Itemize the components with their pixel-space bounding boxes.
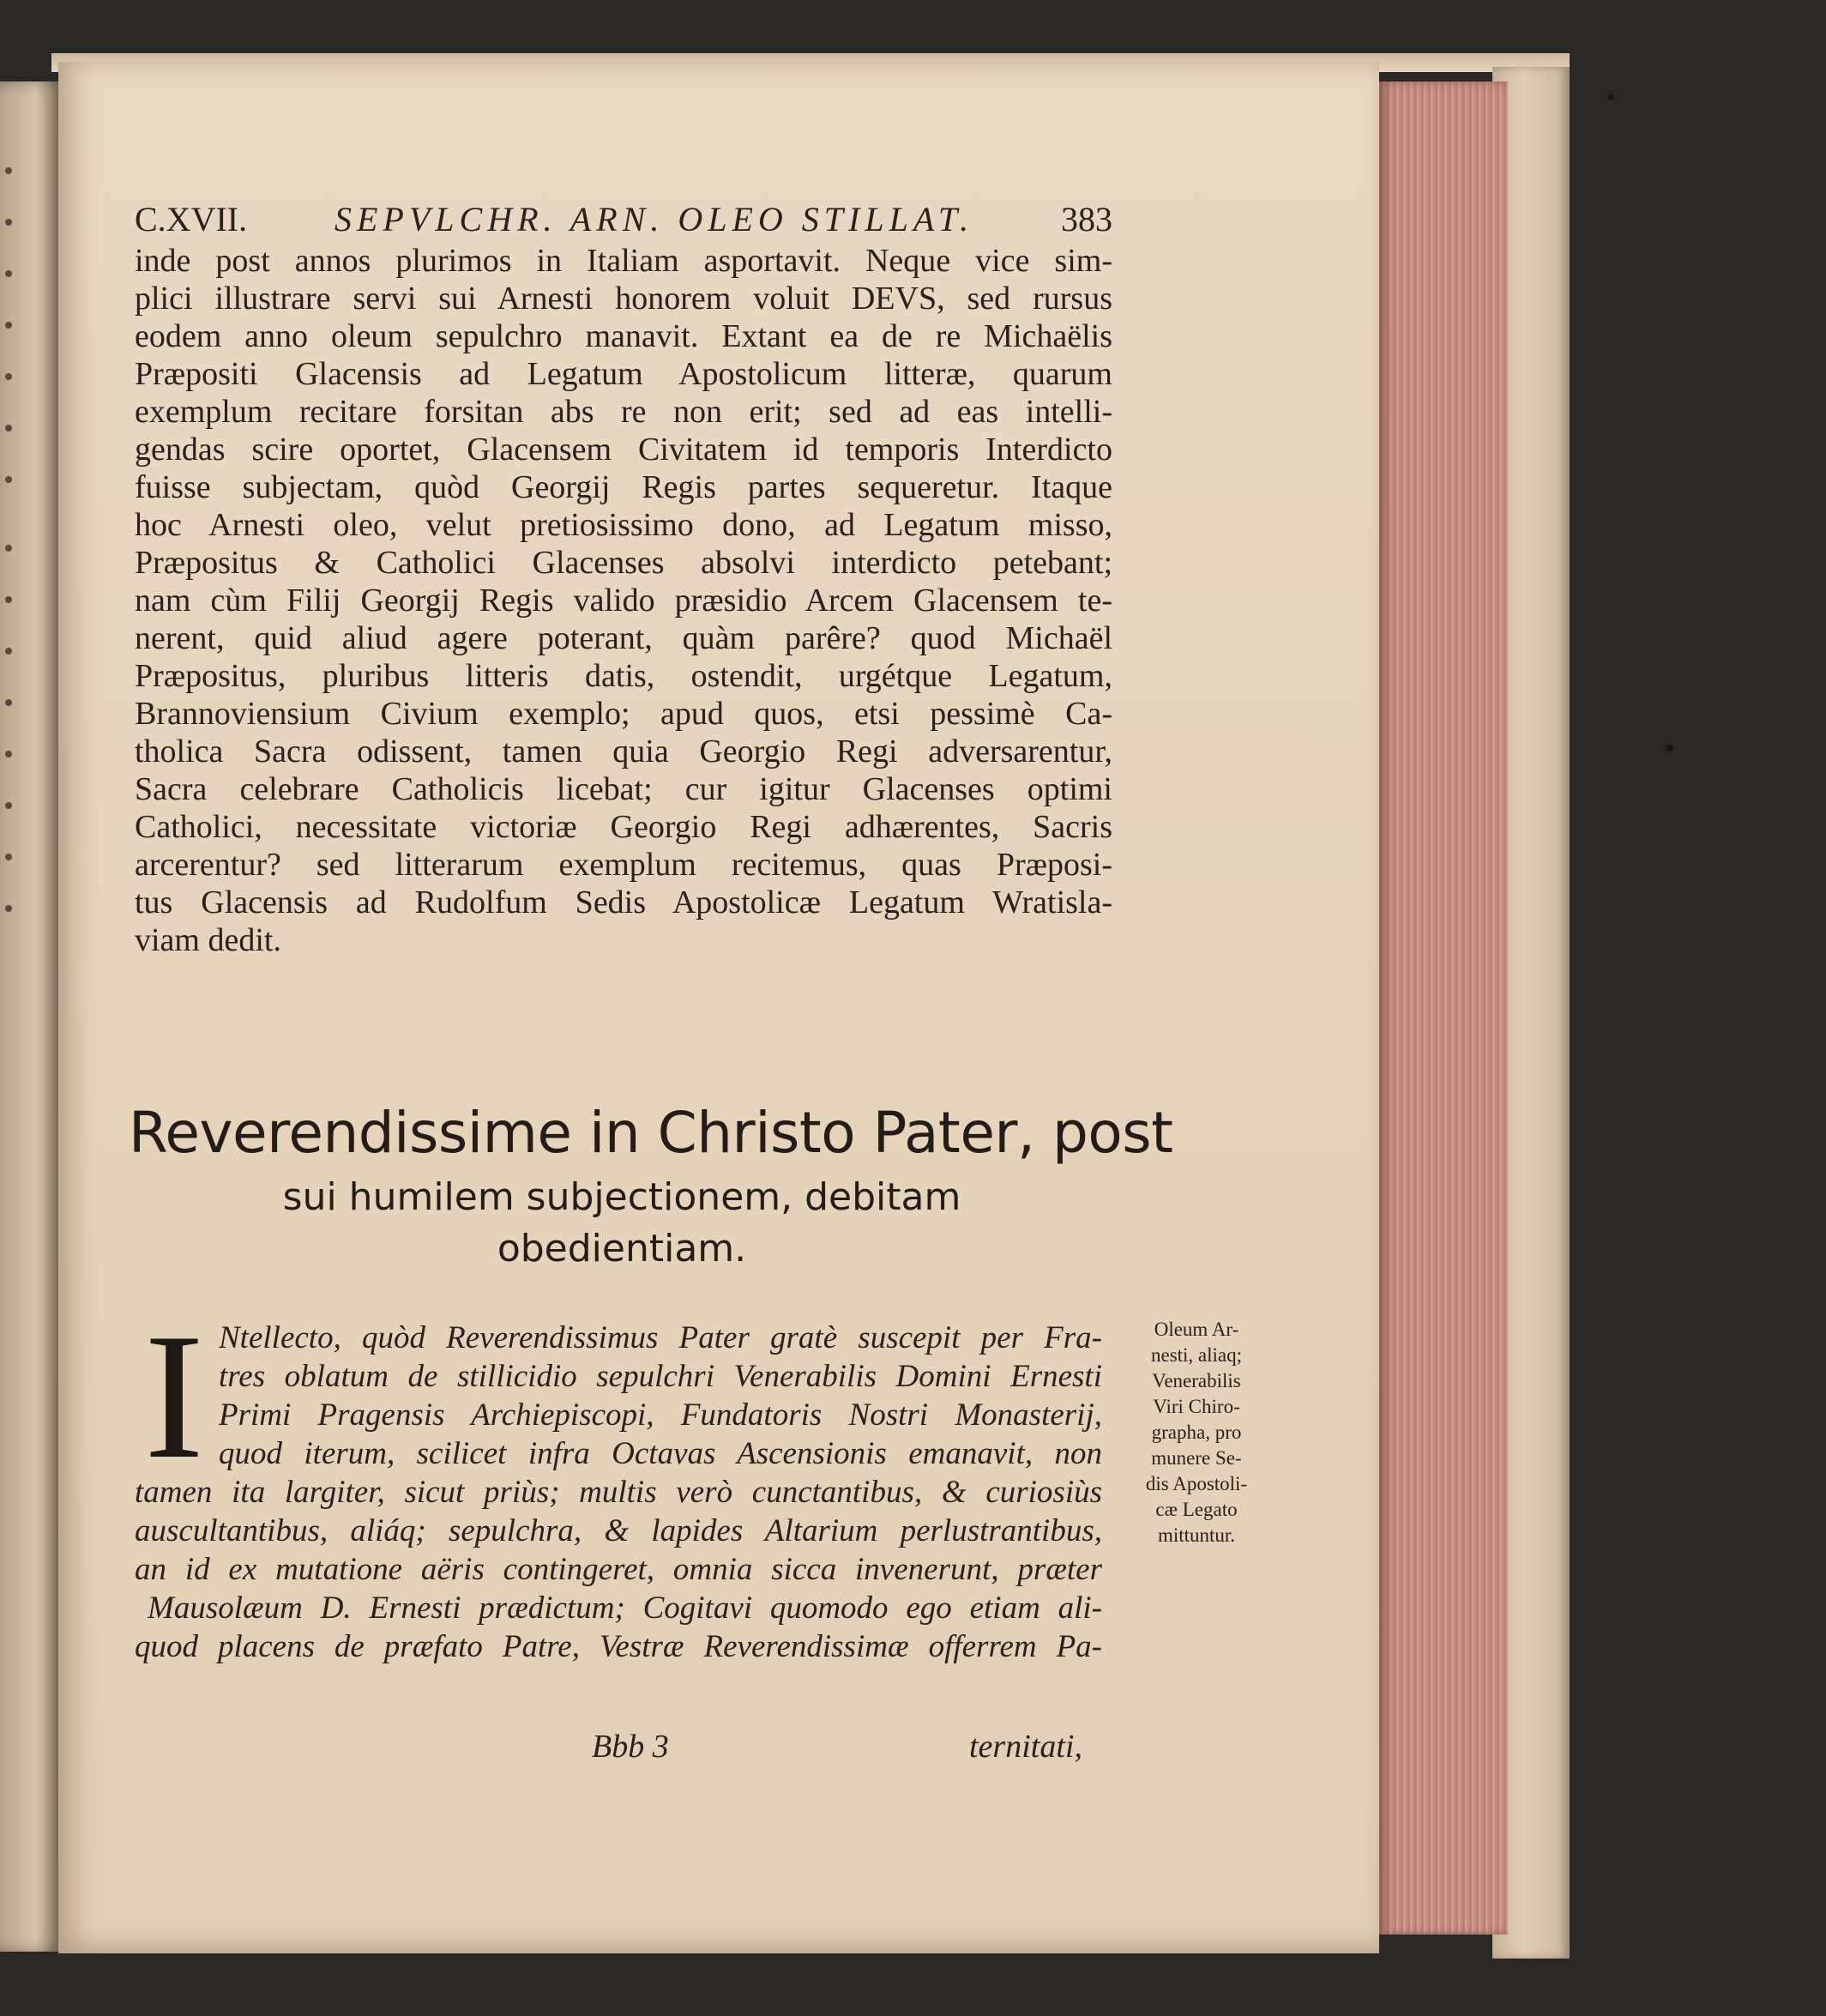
marginal-note-line: Oleum Ar- bbox=[1154, 1319, 1239, 1340]
marginal-note-line: nesti, aliaq; bbox=[1150, 1344, 1243, 1366]
text-line: hoc Arnesti oleo, velut pretiosissimo dono, ad Legatum misso, bbox=[135, 507, 1112, 543]
marginal-note-line: munere Se- bbox=[1151, 1447, 1242, 1469]
letter-salutation-line-3: obedientiam. bbox=[497, 1227, 747, 1271]
signature-mark: Bbb 3 bbox=[592, 1729, 669, 1765]
text-line: Præpositi Glacensis ad Legatum Apostolicum litteræ, quarum bbox=[135, 356, 1112, 392]
page-block-edges bbox=[1379, 81, 1508, 1935]
text-line: Præpositus & Catholici Glacenses absolvi interdicto petebant; bbox=[135, 545, 1112, 581]
page-number: 383 bbox=[1060, 200, 1112, 238]
letter-line: Ntellecto, quòd Reverendissimus Pater gratè suscepit per Fra- bbox=[219, 1320, 1102, 1355]
text-line: tus Glacensis ad Rudolfum Sedis Apostolicæ Legatum Wratisla- bbox=[135, 884, 1112, 920]
marginal-note-line: cæ Legato bbox=[1155, 1499, 1238, 1520]
marginal-note-line: mittuntur. bbox=[1157, 1524, 1236, 1546]
text-line: nam cùm Filij Georgij Regis valido præsidio Arcem Glacensem te- bbox=[135, 582, 1112, 619]
chapter-number: C.XVII. bbox=[135, 200, 248, 238]
marginal-note-line: dis Apostoli- bbox=[1145, 1473, 1248, 1494]
text-line: gendas scire oportet, Glacensem Civitatem id temporis Interdicto bbox=[135, 432, 1112, 468]
text-line: Brannoviensium Civium exemplo; apud quos, etsi pessimè Ca- bbox=[135, 696, 1112, 732]
text-line: arcerentur? sed litterarum exemplum recitemus, quas Præposi- bbox=[135, 847, 1112, 883]
letter-line: an id ex mutatione aëris contingeret, omnia sicca invenerunt, præter bbox=[135, 1552, 1102, 1587]
marginal-note-line: grapha, pro bbox=[1151, 1421, 1242, 1443]
letter-line: quod placens de præfato Patre, Vestræ Reverendissimæ offerrem Pa- bbox=[135, 1629, 1102, 1664]
background-speck bbox=[1666, 745, 1673, 751]
text-line: nerent, quid aliud agere poterant, quàm parêre? quod Michaël bbox=[135, 620, 1112, 656]
text-line: fuisse subjectam, quòd Georgij Regis partes sequeretur. Itaque bbox=[135, 469, 1112, 505]
text-line: exemplum recitare forsitan abs re non erit; sed ad eas intelli- bbox=[135, 394, 1112, 430]
marginal-note bbox=[1115, 1317, 1278, 1548]
marginal-note-line: Venerabilis bbox=[1152, 1370, 1241, 1391]
text-line: tholica Sacra odissent, tamen quia Georgio Regi adversarentur, bbox=[135, 733, 1112, 770]
background-speck bbox=[1608, 94, 1613, 100]
running-title: SEPVLCHR. ARN. OLEO STILLAT. bbox=[334, 200, 974, 238]
text-line: eodem anno oleum sepulchro manavit. Extant ea de re Michaëlis bbox=[135, 318, 1112, 354]
letter-line: quod iterum, scilicet infra Octavas Ascensionis emanavit, non bbox=[219, 1436, 1102, 1471]
text-line: inde post annos plurimos in Italiam asportavit. Neque vice sim- bbox=[135, 243, 1112, 279]
text-line: plici illustrare servi sui Arnesti honorem voluit DEVS, sed rursus bbox=[135, 281, 1112, 317]
left-page-edge bbox=[0, 81, 64, 1952]
letter-salutation: Reverendissime in Christo Pater, post bbox=[129, 1100, 1173, 1166]
text-line: viam dedit. bbox=[135, 922, 281, 958]
marginal-note-line: Viri Chiro- bbox=[1153, 1396, 1240, 1417]
letter-line: tamen ita largiter, sicut priùs; multis verò cunctantibus, & curiosiùs bbox=[135, 1475, 1102, 1510]
text-line: Sacra celebrare Catholicis licebat; cur igitur Glacenses optimi bbox=[135, 771, 1112, 807]
running-head bbox=[135, 199, 1112, 239]
text-line: Præpositus, pluribus litteris datis, ostendit, urgétque Legatum, bbox=[135, 658, 1112, 694]
text-line: Catholici, necessitate victoriæ Georgio Regi adhærentes, Sacris bbox=[135, 809, 1112, 845]
letter-line: Mausolæum D. Ernesti prædictum; Cogitavi quomodo ego etiam ali- bbox=[148, 1590, 1102, 1626]
drop-cap: I bbox=[144, 1297, 204, 1496]
letter-line: auscultantibus, aliáq; sepulchra, & lapides Altarium perlustrantibus, bbox=[135, 1513, 1102, 1548]
letter-salutation-line-2: sui humilem subjectionem, debitam bbox=[282, 1175, 961, 1219]
catchword: ternitati, bbox=[969, 1729, 1082, 1765]
letter-line: Primi Pragensis Archiepiscopi, Fundatoris Nostri Monasterij, bbox=[219, 1397, 1102, 1433]
letter-line: tres oblatum de stillicidio sepulchri Venerabilis Domini Ernesti bbox=[219, 1359, 1102, 1394]
